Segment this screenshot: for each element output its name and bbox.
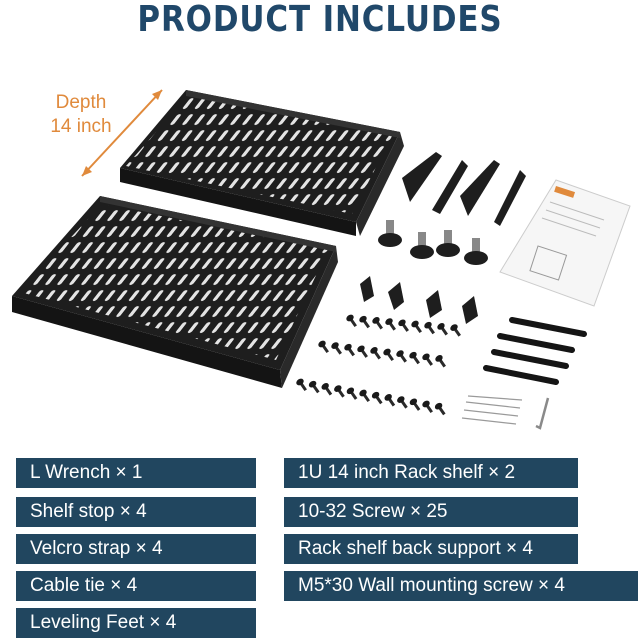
item-left-5: Leveling Feet × 4 bbox=[16, 608, 256, 638]
screw bbox=[317, 339, 331, 354]
item-right-4: M5*30 Wall mounting screw × 4 bbox=[284, 571, 638, 601]
screw bbox=[356, 344, 370, 359]
screw bbox=[434, 401, 448, 416]
screw bbox=[408, 397, 422, 412]
cable-ties bbox=[462, 396, 522, 424]
l-wrench bbox=[536, 398, 548, 428]
screw bbox=[421, 352, 435, 367]
screw bbox=[371, 316, 385, 331]
screw bbox=[383, 393, 397, 408]
velcro-straps bbox=[486, 320, 584, 382]
screw bbox=[410, 319, 424, 334]
screw bbox=[408, 350, 422, 365]
screw bbox=[423, 320, 437, 335]
item-right-1: 1U 14 inch Rack shelf × 2 bbox=[284, 458, 578, 488]
leveling-feet bbox=[378, 220, 488, 265]
screw bbox=[343, 342, 357, 357]
screw bbox=[396, 395, 410, 410]
screw bbox=[330, 341, 344, 356]
screw bbox=[358, 314, 372, 329]
back-support-brackets bbox=[402, 152, 526, 226]
depth-value: 14 inch bbox=[50, 116, 112, 137]
screw bbox=[449, 323, 463, 338]
screw bbox=[395, 349, 409, 364]
rack-shelf-lower bbox=[12, 196, 338, 388]
screw bbox=[369, 346, 383, 361]
instruction-manual bbox=[500, 180, 630, 306]
screw bbox=[384, 317, 398, 332]
screw bbox=[308, 379, 322, 394]
screw bbox=[434, 354, 448, 369]
depth-label: Depth bbox=[55, 92, 107, 113]
screw bbox=[371, 390, 385, 405]
screw bbox=[333, 384, 347, 399]
item-left-3: Velcro strap × 4 bbox=[16, 534, 256, 564]
screw bbox=[345, 386, 359, 401]
shelf-stops bbox=[360, 276, 478, 324]
item-right-3: Rack shelf back support × 4 bbox=[284, 534, 578, 564]
screw bbox=[320, 382, 334, 397]
item-right-2: 10-32 Screw × 25 bbox=[284, 497, 578, 527]
item-left-4: Cable tie × 4 bbox=[16, 571, 256, 601]
screw bbox=[345, 313, 359, 328]
screws bbox=[295, 313, 463, 416]
screw bbox=[397, 318, 411, 333]
screw bbox=[382, 347, 396, 362]
screw bbox=[295, 377, 309, 392]
page-title: PRODUCT INCLUDES bbox=[137, 0, 503, 40]
item-left-2: Shelf stop × 4 bbox=[16, 497, 256, 527]
screw bbox=[436, 322, 450, 337]
screw bbox=[358, 388, 372, 403]
item-left-1: L Wrench × 1 bbox=[16, 458, 256, 488]
screw bbox=[421, 399, 435, 414]
